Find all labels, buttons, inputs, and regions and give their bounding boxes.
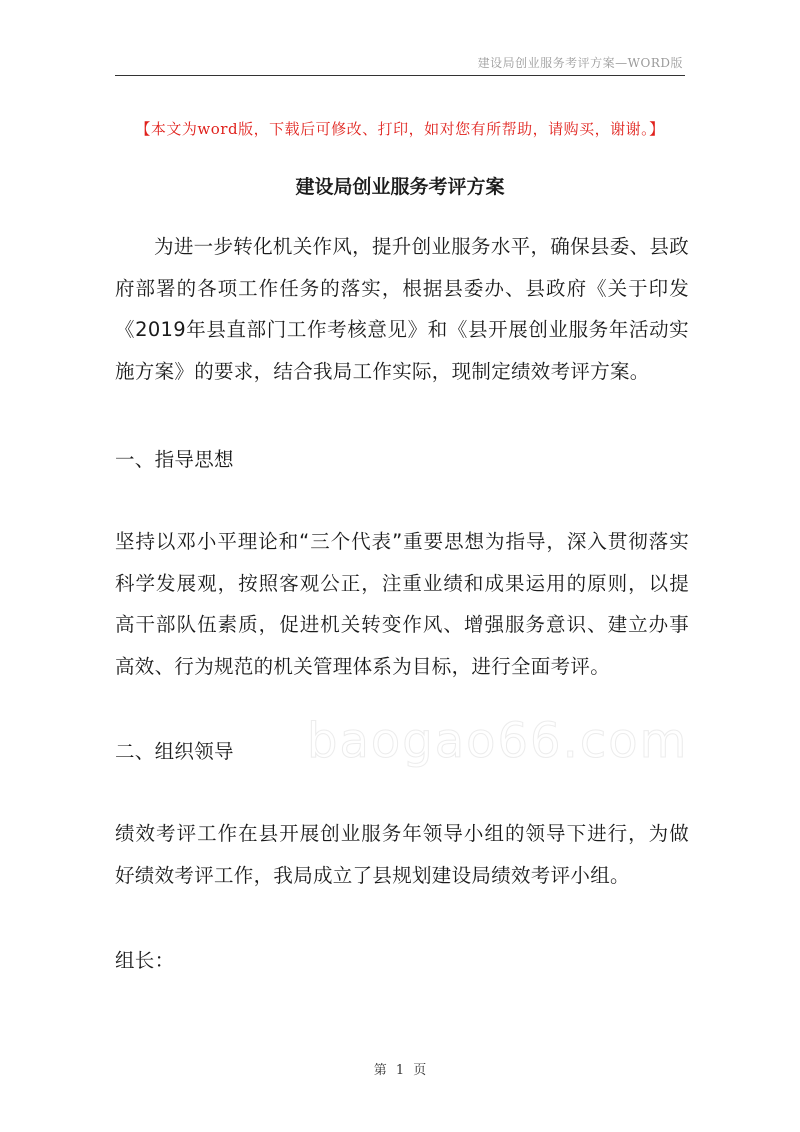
page-number-prefix: 第 (373, 1063, 387, 1078)
page-number (0, 1059, 800, 1078)
header-divider (115, 75, 685, 76)
download-notice: 【本文为word版，下载后可修改、打印，如对您有所帮助，请购买，谢谢。】 (135, 120, 665, 138)
document-title: 建设局创业服务考评方案 (295, 176, 505, 198)
page-number-value: 1 (395, 1063, 405, 1078)
section-body-organization: 绩效考评工作在县开展创业服务年领导小组的领导下进行，为做好绩效考评工作，我局成立了县规划建设局绩效考评小组。 (115, 822, 689, 887)
team-leader-label: 组长： (115, 949, 175, 972)
section-body-guiding-thought: 坚持以邓小平理论和“三个代表”重要思想为指导，深入贯彻落实科学发展观，按照客观公正，注重业绩和成果运用的原则，以提高干部队伍素质，促进机关转变作风、增强服务意识、建立办事高效、行为规范的机关管理体系为目标，进行全面考评。 (115, 530, 689, 678)
section-heading-guiding-thought: 一、指导思想 (115, 448, 234, 471)
watermark: baogao66.com (307, 713, 689, 769)
intro-paragraph: 为进一步转化机关作风，提升创业服务水平，确保县委、县政府部署的各项工作任务的落实，根据县委办、县政府《关于印发《2019年县直部门工作考核意见》和《县开展创业服务年活动实施方案》的要求，结合我局工作实际，现制定绩效考评方案。 (115, 235, 689, 383)
running-header: 建设局创业服务考评方案—WORD版 (477, 56, 683, 70)
section-heading-organization: 二、组织领导 (115, 740, 234, 763)
page-number-suffix: 页 (413, 1063, 427, 1078)
